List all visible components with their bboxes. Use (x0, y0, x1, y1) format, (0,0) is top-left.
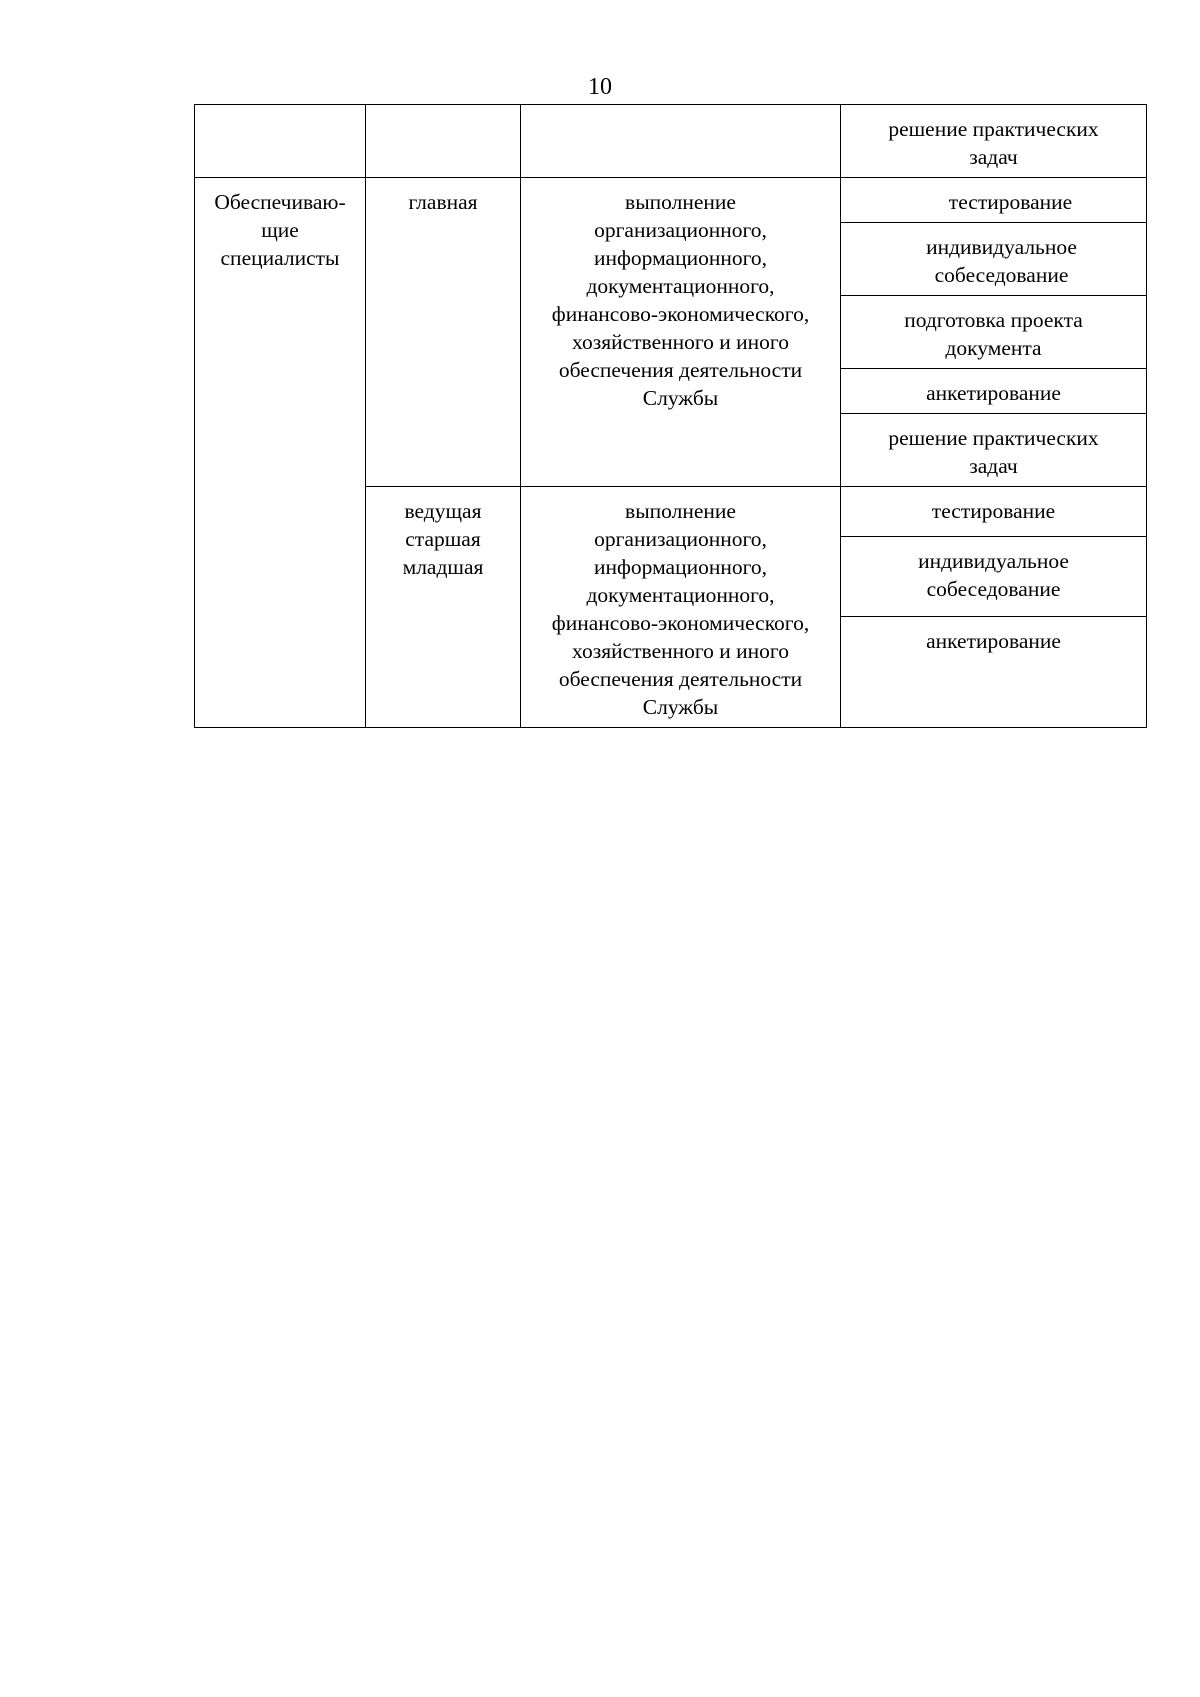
method-cell: индивидуальное собеседование (841, 536, 1147, 617)
method-cell: индивидуальное собеседование (841, 223, 1147, 296)
method-cell: анкетирование (841, 617, 1147, 728)
method-cell: решение практических задач (841, 414, 1147, 487)
empty-cell (521, 105, 841, 178)
table-row-continuation (195, 105, 1147, 178)
table-row (195, 178, 1147, 223)
function-cell: выполнение организационного, информационного, документационного, финансово-экономического, хозяйственного и иного обеспечения деятельности Службы (521, 487, 841, 728)
method-cell: решение практических задач (841, 105, 1147, 178)
level-cell: главная (366, 178, 521, 487)
method-cell: тестирование (841, 178, 1147, 223)
level-cell: ведущая старшая младшая (366, 487, 521, 728)
method-cell: тестирование (841, 487, 1147, 537)
method-cell: анкетирование (841, 369, 1147, 414)
assessment-methods-table (194, 104, 1147, 728)
category-cell: Обеспечиваю- щие специалисты (195, 178, 366, 728)
empty-cell (366, 105, 521, 178)
page-number: 10 (588, 74, 612, 100)
empty-cell (195, 105, 366, 178)
method-cell: подготовка проекта документа (841, 296, 1147, 369)
function-cell: выполнение организационного, информационного, документационного, финансово-экономического, хозяйственного и иного обеспечения деятельности Службы (521, 178, 841, 487)
